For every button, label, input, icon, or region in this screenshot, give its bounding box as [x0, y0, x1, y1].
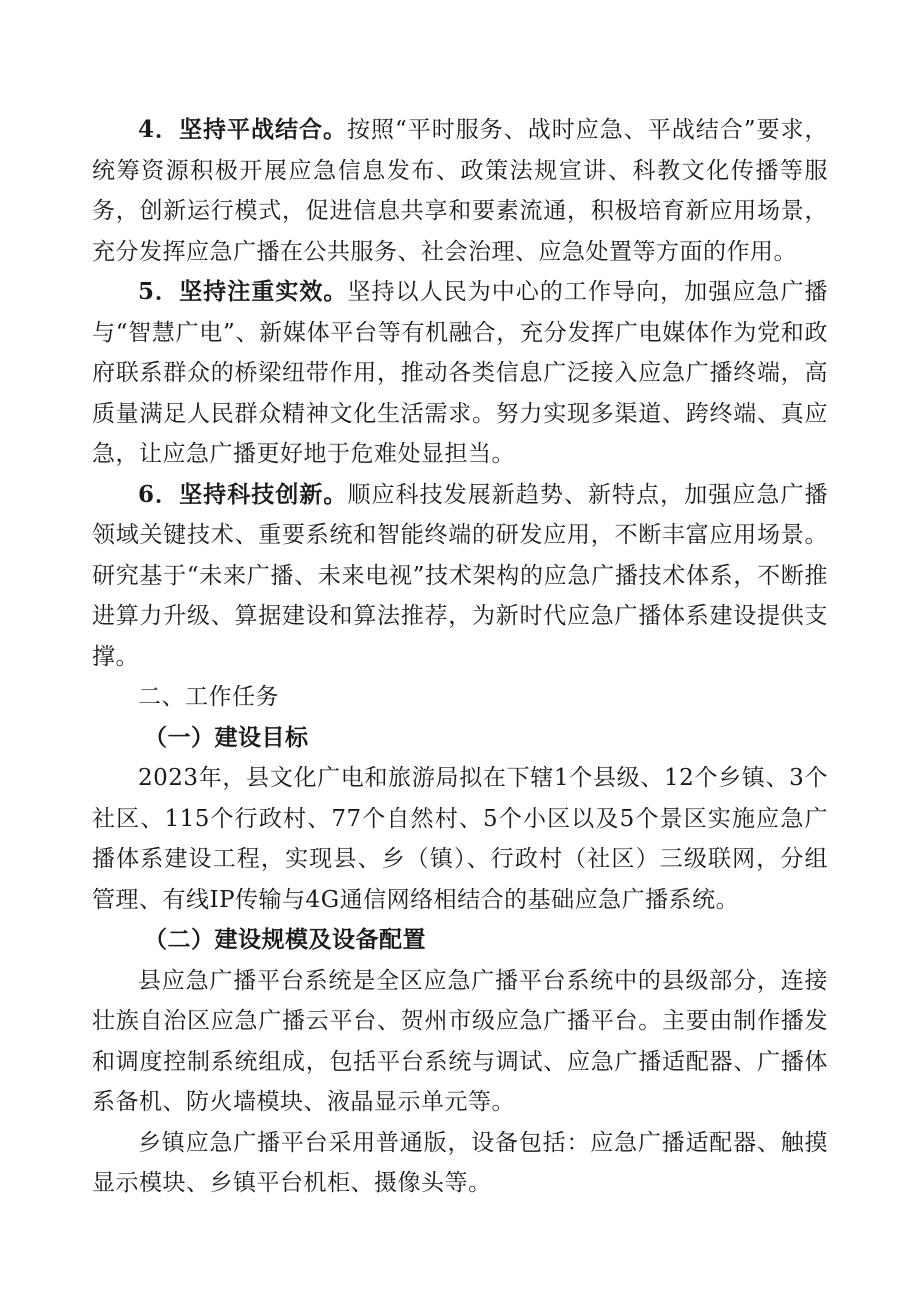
subsection-1-heading: （一）建设目标	[144, 723, 309, 751]
principle-5-text: 坚持以人民为中心的工作导向，加强应急广播与“智慧广电”、新媒体平台等有机融合，充分发挥广电媒体作为党和政府联系群众的桥梁纽带作用，推动各类信息广泛接入应急广播终端，高质量满足人民群众精神文化生活需求。努力实现多渠道、跨终端、真应急，让应急广播更好地于危难处显担当。	[92, 279, 828, 467]
principle-5-lead: 5．坚持注重实效。	[138, 278, 348, 305]
principle-4-paragraph	[92, 110, 828, 272]
principle-5-paragraph	[92, 272, 828, 475]
principle-6-text: 顺应科技发展新趋势、新特点，加强应急广播领域关键技术、重要系统和智能终端的研发应用，不断丰富应用场景。研究基于“未来广播、未来电视”技术架构的应急广播技术体系，不断推进算力升级、算据建设和算法推荐，为新时代应急广播体系建设提供支撑。	[92, 481, 828, 670]
principle-6-paragraph	[92, 475, 828, 678]
subsection-2-paragraph-1: 县应急广播平台系统是全区应急广播平台系统中的县级部分，连接壮族自治区应急广播云平台、贺州市级应急广播平台。主要由制作播发和调度控制系统组成，包括平台系统与调试、应急广播适配器、广播体系备机、防火墙模块、液晶显示单元等。	[92, 967, 828, 1115]
subsection-2-paragraph-2: 乡镇应急广播平台采用普通版，设备包括：应急广播适配器、触摸显示模块、乡镇平台机柜、摄像头等。	[92, 1129, 828, 1196]
principle-4-text: 按照“平时服务、战时应急、平战结合”要求，统筹资源积极开展应急信息发布、政策法规宣讲、科教文化传播等服务，创新运行模式，促进信息共享和要素流通，积极培育新应用场景，充分发挥应急广播在公共服务、社会治理、应急处置等方面的作用。	[92, 117, 828, 265]
subsection-2-heading: （二）建设规模及设备配置	[144, 926, 426, 953]
subsection-1-paragraph: 2023年，县文化广电和旅游局拟在下辖1个县级、12个乡镇、3个社区、115个行政村、77个自然村、5个小区以及5个景区实施应急广播体系建设工程，实现县、乡（镇）、行政村（社区）三级联网，分组管理、有线IP传输与4G通信网络相结合的基础应急广播系统。	[92, 765, 828, 913]
document-page	[92, 110, 828, 1204]
principle-6-lead: 6．坚持科技创新。	[138, 480, 348, 508]
principle-4-lead: 4．坚持平战结合。	[138, 116, 347, 143]
section-heading: 二、工作任务	[138, 684, 279, 710]
